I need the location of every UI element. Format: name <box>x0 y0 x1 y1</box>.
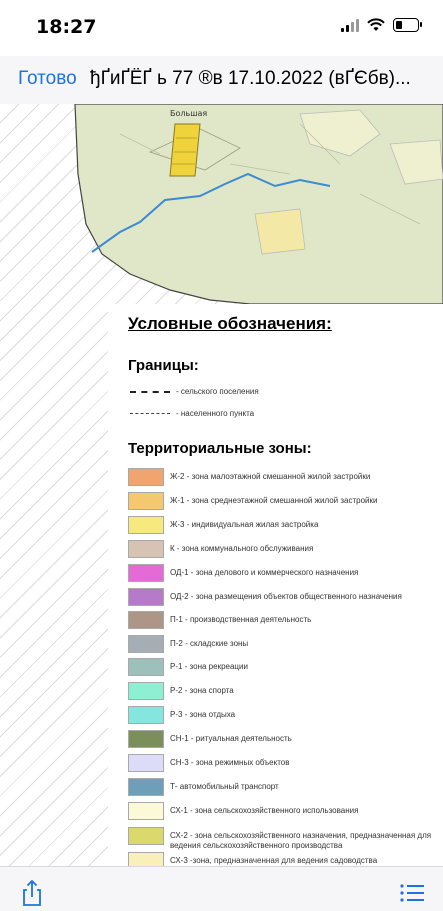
status-icons <box>341 18 419 32</box>
zone-label: Р-3 - зона отдыха <box>170 710 236 719</box>
boundary-line-symbol <box>130 391 170 393</box>
boundary-label: - сельского поселения <box>176 387 259 396</box>
map-image <box>0 104 443 304</box>
boundary-label: - населенного пункта <box>176 409 255 418</box>
status-bar <box>0 0 443 56</box>
zone-color-swatch <box>128 682 164 700</box>
zone-color-swatch <box>128 516 164 534</box>
zone-color-swatch <box>128 588 164 606</box>
zone-label: СН-3 - зона режимных объектов <box>170 758 290 767</box>
bottom-toolbar <box>0 866 443 911</box>
status-time: 18:27 <box>36 16 97 38</box>
zone-label: Т- автомобильный транспорт <box>170 782 279 791</box>
done-button[interactable]: Готово <box>18 68 77 89</box>
zone-label: Ж-1 - зона среднеэтажной смешанной жилой застройки <box>170 496 378 505</box>
zone-color-swatch <box>128 635 164 653</box>
list-icon[interactable] <box>399 881 425 905</box>
zone-color-swatch <box>128 468 164 486</box>
zone-color-swatch <box>128 540 164 558</box>
zone-color-swatch <box>128 658 164 676</box>
zone-label: П-2 - складские зоны <box>170 639 249 648</box>
boundaries-heading: Границы: <box>128 357 199 374</box>
zone-label: СХ-1 - зона сельскохозяйственного использования <box>170 806 359 815</box>
zone-label: П-1 - производственная деятельность <box>170 615 312 624</box>
battery-icon <box>393 18 419 32</box>
zone-label: К - зона коммунального обслуживания <box>170 544 314 553</box>
zone-label: Ж-3 - индивидуальная жилая застройка <box>170 520 319 529</box>
boundary-line-symbol <box>130 413 170 414</box>
document-view[interactable] <box>0 104 443 866</box>
navigation-bar <box>0 56 443 105</box>
zone-color-swatch <box>128 730 164 748</box>
zone-color-swatch <box>128 802 164 820</box>
zone-color-swatch <box>128 492 164 510</box>
zone-color-swatch <box>128 754 164 772</box>
zone-color-swatch <box>128 611 164 629</box>
zone-label: ОД-1 - зона делового и коммерческого назначения <box>170 568 359 577</box>
map-place-label: Большая <box>170 109 208 118</box>
zone-color-swatch <box>128 778 164 796</box>
zone-label: Р-1 - зона рекреации <box>170 662 248 671</box>
document-title: ђҐиҐЁҐ ь 77 ®в 17.10.2022 (вҐЄбв)... <box>90 68 411 89</box>
zone-color-swatch <box>128 564 164 582</box>
zone-color-swatch <box>128 827 164 845</box>
zone-label: СХ-2 - зона сельскохозяйственного назначения, предназначенная для ведения сельскохозяйственного производства <box>170 831 432 850</box>
zone-label: СХ-3 -зона, предназначенная для ведения садоводства <box>170 856 378 865</box>
share-icon[interactable] <box>20 879 44 907</box>
zone-color-swatch <box>128 852 164 866</box>
zone-label: СН-1 - ритуальная деятельность <box>170 734 292 743</box>
zone-color-swatch <box>128 706 164 724</box>
zone-label: ОД-2 - зона размещения объектов общественного назначения <box>170 592 402 601</box>
zones-heading: Территориальные зоны: <box>128 440 312 457</box>
zone-label: Р-2 - зона спорта <box>170 686 234 695</box>
cellular-signal-icon <box>341 18 359 32</box>
wifi-icon <box>367 18 385 32</box>
legend-title: Условные обозначения: <box>128 314 332 333</box>
zone-label: Ж-2 - зона малоэтажной смешанной жилой застройки <box>170 472 371 481</box>
